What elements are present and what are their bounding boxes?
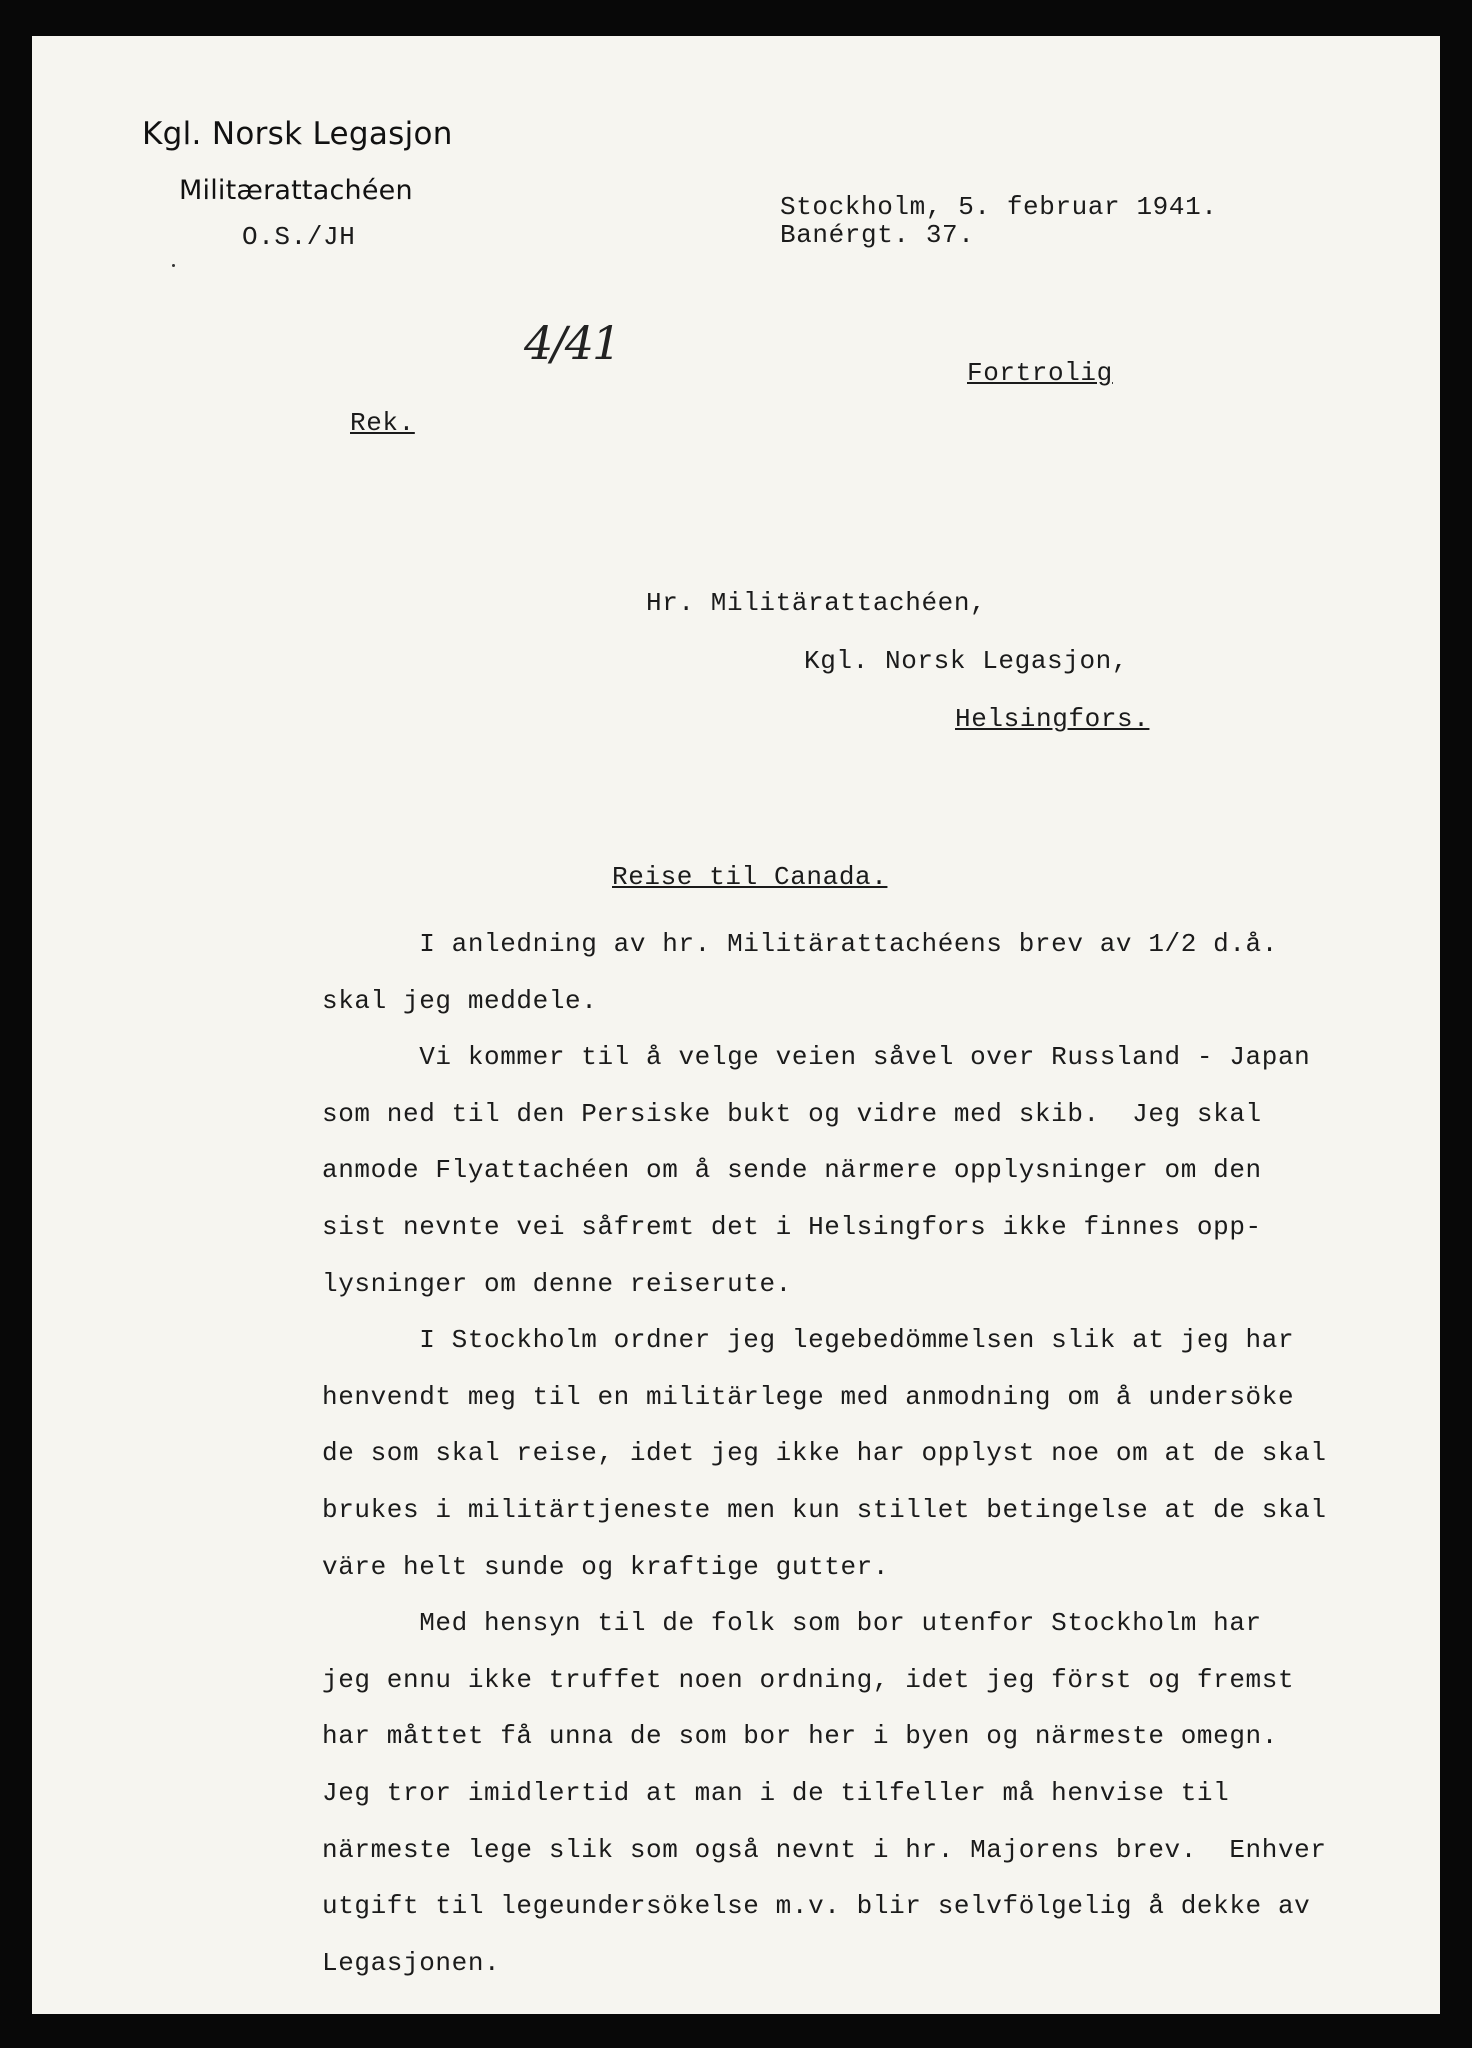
letter-sheet	[32, 36, 1440, 2014]
body-line: utgift til legeundersökelse m.v. blir selvfölgelig å dekke av	[322, 1891, 1311, 1922]
letterhead-org: Kgl. Norsk Legasjon	[142, 116, 453, 152]
body-line: som ned til den Persiske bukt og vidre med skib. Jeg skal	[322, 1098, 1262, 1129]
sender-address: Banérgt. 37.	[780, 220, 975, 250]
body-line: Med hensyn til de folk som bor utenfor Stockholm har	[322, 1608, 1262, 1639]
body-line: sist nevnte vei såfremt det i Helsingfors ikke finnes opp-	[322, 1211, 1262, 1242]
letterhead-dept: Militærattachéen	[179, 175, 413, 206]
classification-mark: Fortrolig	[967, 358, 1113, 388]
body-line: I Stockholm ordner jeg legebedömmelsen slik at jeg har	[322, 1325, 1295, 1356]
letter-body	[322, 916, 1327, 1991]
body-line: I anledning av hr. Militärattachéens brev av 1/2 d.å.	[322, 929, 1278, 959]
subject-line: Reise til Canada.	[612, 862, 888, 892]
body-line: lysninger om denne reiserute.	[322, 1268, 792, 1299]
journal-number: 4/41	[524, 316, 620, 370]
body-line: Jeg tror imidlertid at man i de tilfeller må henvise til	[322, 1777, 1230, 1808]
body-line: väre helt sunde og kraftige gutter.	[322, 1551, 890, 1582]
place-date: Stockholm, 5. februar 1941.	[780, 192, 1218, 222]
body-line: närmeste lege slik som også nevnt i hr. Majorens brev. Enhver	[322, 1834, 1327, 1865]
body-line: de som skal reise, idet jeg ikke har opplyst noe om at de skal	[322, 1438, 1327, 1469]
ink-speck	[172, 264, 175, 267]
recipient-org: Kgl. Norsk Legasjon,	[804, 646, 1129, 676]
body-line: anmode Flyattachéen om å sende närmere opplysninger om den	[322, 1155, 1262, 1186]
body-line: henvendt meg til en militärlege med anmodning om å undersöke	[322, 1381, 1295, 1412]
body-line: brukes i militärtjeneste men kun stillet betingelse at de skal	[322, 1494, 1327, 1525]
body-line: skal jeg meddele.	[322, 985, 598, 1016]
registered-mark: Rek.	[350, 408, 415, 438]
body-line: Legasjonen.	[322, 1947, 501, 1978]
body-line: jeg ennu ikke truffet noen ordning, idet jeg först og fremst	[322, 1664, 1295, 1695]
recipient-title: Hr. Militärattachéen,	[646, 588, 987, 618]
recipient-city: Helsingfors.	[955, 704, 1150, 734]
reference-code: O.S./JH	[242, 222, 356, 252]
body-line: har måttet få unna de som bor her i byen og närmeste omegn.	[322, 1721, 1278, 1752]
body-line: Vi kommer til å velge veien såvel over Russland - Japan	[322, 1042, 1311, 1073]
